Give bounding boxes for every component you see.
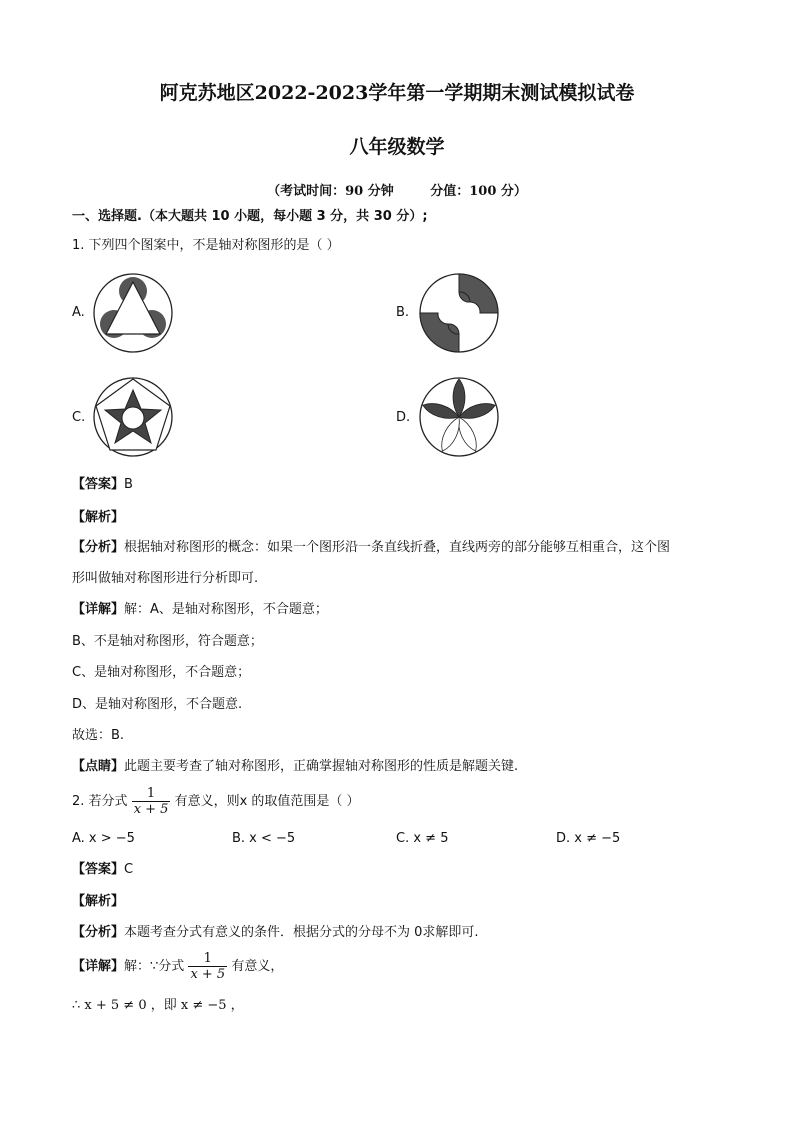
q1-option-c-label: C. <box>72 410 86 425</box>
detail-text: 解：A、是轴对称图形，不合题意； <box>124 602 328 617</box>
figure-c-pentagon-icon <box>92 376 174 458</box>
q1-choose: 故选：B. <box>72 728 125 743</box>
q1-stem: 1. 下列四个图案中，不是轴对称图形的是（ ） <box>72 238 340 253</box>
q2-detail <box>72 950 283 984</box>
q1-answer <box>72 476 133 494</box>
exam-time: （考试时间：90 分钟 <box>267 184 394 199</box>
detail-tag: 【详解】 <box>72 602 125 617</box>
q2-option-d: D. x ≠ −5 <box>556 831 621 846</box>
comment-text: 此题主要考查了轴对称图形，正确掌握轴对称图形的性质是解题关键. <box>124 759 519 774</box>
q1-detail-line-4: D、是轴对称图形，不合题意. <box>72 697 243 712</box>
q1-detail-line-1 <box>72 601 328 619</box>
q2-stem <box>72 785 360 819</box>
q1-fenxi-line-1 <box>72 539 670 557</box>
fenxi-tag: 【分析】 <box>72 925 125 940</box>
fenxi-text: 本题考查分式有意义的条件．根据分式的分母不为 0求解即可. <box>124 925 479 940</box>
section-heading: 一、选择题.（本大题共 10 小题，每小题 3 分，共 30 分）; <box>72 209 428 224</box>
q2-stem-suffix: 有意义，则x 的取值范围是（ ） <box>174 794 360 809</box>
q2-stem-prefix: 2. 若分式 <box>72 794 128 809</box>
q1-option-b-label: B. <box>396 305 410 320</box>
exam-meta <box>0 180 794 199</box>
fenxi-tag: 【分析】 <box>72 540 125 555</box>
page-title: 阿克苏地区2022-2023学年第一学期期末测试模拟试卷 <box>159 82 635 104</box>
q1-option-a-label: A. <box>72 305 85 320</box>
exam-score: 分值：100 分） <box>430 184 527 199</box>
q2-option-a: A. x > −5 <box>72 831 135 846</box>
q1-fenxi-line-2: 形叫做轴对称图形进行分析即可. <box>72 571 259 586</box>
detail-prefix: 解：∵分式 <box>124 959 185 974</box>
fenxi-text: 根据轴对称图形的概念：如果一个图形沿一条直线折叠，直线两旁的部分能够互相重合，这个图 <box>124 540 671 555</box>
q1-detail-line-3: C、是轴对称图形，不合题意； <box>72 665 251 680</box>
q2-detail-frac-den: x + 5 <box>190 967 226 982</box>
detail-suffix: 有意义， <box>231 959 284 974</box>
q2-fenxi <box>72 924 479 942</box>
answer-value: B <box>124 477 133 492</box>
figure-b-swirl-icon <box>418 272 500 354</box>
figure-d-petals-icon <box>418 376 500 458</box>
answer-tag: 【答案】 <box>72 477 125 492</box>
q2-frac-den: x + 5 <box>133 802 169 817</box>
q1-analysis-tag: 【解析】 <box>72 510 125 525</box>
q2-option-c: C. x ≠ 5 <box>396 831 449 846</box>
q2-frac-num: 1 <box>146 786 156 801</box>
q1-detail-line-2: B、不是轴对称图形，符合题意； <box>72 634 263 649</box>
q2-detail-frac-num: 1 <box>203 951 212 966</box>
page-subtitle: 八年级数学 <box>349 136 445 158</box>
q1-option-d-label: D. <box>396 410 411 425</box>
q2-analysis-tag: 【解析】 <box>72 894 125 909</box>
q2-detail-fraction <box>188 951 227 982</box>
figure-a-triangle-icon <box>92 272 174 354</box>
answer-value: C <box>124 862 134 877</box>
q2-final: ∴ x + 5 ≠ 0 ，即 x ≠ −5 ， <box>72 998 244 1013</box>
detail-tag: 【详解】 <box>72 959 125 974</box>
q1-comment <box>72 758 518 776</box>
q2-fraction <box>132 786 171 817</box>
comment-tag: 【点睛】 <box>72 759 125 774</box>
answer-tag: 【答案】 <box>72 862 125 877</box>
q2-option-b: B. x < −5 <box>232 831 296 846</box>
q2-answer <box>72 861 133 879</box>
